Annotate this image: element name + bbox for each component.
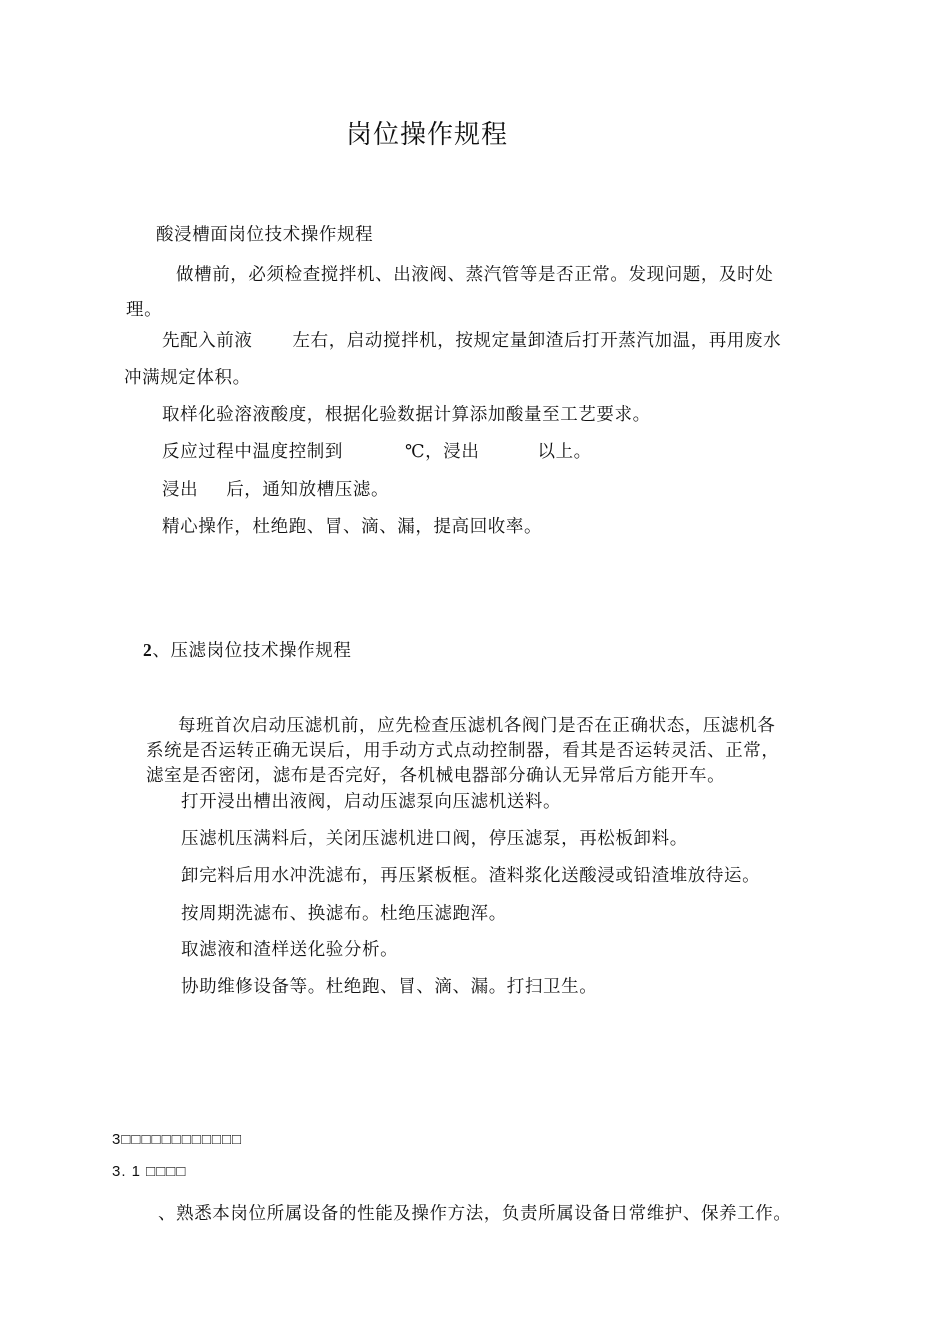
section2-para-line1: 每班首次启动压滤机前，应先检查压滤机各阀门是否在正确状态，压滤机各 xyxy=(178,716,776,736)
section1-item1-line2: 理。 xyxy=(126,300,163,320)
section1-item3: 取样化验溶液酸度，根据化验数据计算添加酸量至工艺要求。 xyxy=(162,405,651,425)
section1-item5-part-b: 后，通知放槽压滤。 xyxy=(226,480,390,500)
section1-item2-part-b: 左右，启动搅拌机，按规定量卸渣后打开蒸汽加温，再用废水 xyxy=(292,331,782,351)
section1-item1-line1: 做槽前，必须检查搅拌机、出液阀、蒸汽管等是否正常。发现问题，及时处 xyxy=(176,265,774,285)
section1-item5-part-a: 浸出 xyxy=(162,480,199,500)
section2-item4: 按周期洗滤布、换滤布。杜绝压滤跑浑。 xyxy=(181,904,507,924)
section1-item4 xyxy=(162,438,592,463)
section1-heading: 酸浸槽面岗位技术操作规程 xyxy=(156,225,374,245)
section2-item5: 取滤液和渣样送化验分析。 xyxy=(181,940,399,960)
section1-item2-part-a: 先配入前液 xyxy=(162,331,253,351)
section3-heading: 3□□□□□□□□□□□□ xyxy=(112,1131,243,1148)
section3-line: 、熟悉本岗位所属设备的性能及操作方法，负责所属设备日常维护、保养工作。 xyxy=(158,1204,792,1224)
section1-item4-part-c: 以上。 xyxy=(537,442,592,462)
section3-sub-heading: 3. 1 □□□□ xyxy=(112,1163,187,1180)
section1-item2-line1 xyxy=(162,327,781,352)
section2-heading xyxy=(143,637,351,662)
section2-item6: 协助维修设备等。杜绝跑、冒、滴、漏。打扫卫生。 xyxy=(181,977,598,997)
section1-item2-line2: 冲满规定体积。 xyxy=(124,368,251,388)
section2-item3: 卸完料后用水冲洗滤布，再压紧板框。渣料浆化送酸浸或铅渣堆放待运。 xyxy=(181,866,761,886)
section1-item4-part-a: 反应过程中温度控制到 xyxy=(162,442,343,462)
section2-heading-text: 、压滤岗位技术操作规程 xyxy=(152,641,352,661)
page-title: 岗位操作规程 xyxy=(346,120,509,150)
section2-para-line2: 系统是否运转正确无误后，用手动方式点动控制器，看其是否运转灵活、正常， xyxy=(146,741,780,761)
section1-item5 xyxy=(162,476,389,501)
section2-item2: 压滤机压满料后，关闭压滤机进口阀，停压滤泵，再松板卸料。 xyxy=(181,829,688,849)
section2-item1: 打开浸出槽出液阀，启动压滤泵向压滤机送料。 xyxy=(181,792,562,812)
section1-item6: 精心操作，杜绝跑、冒、滴、漏，提高回收率。 xyxy=(162,517,543,537)
section1-item4-part-b: ℃，浸出 xyxy=(405,442,480,462)
section2-para-line3: 滤室是否密闭，滤布是否完好，各机械电器部分确认无异常后方能开车。 xyxy=(146,766,726,786)
section2-number: 2 xyxy=(143,640,153,660)
